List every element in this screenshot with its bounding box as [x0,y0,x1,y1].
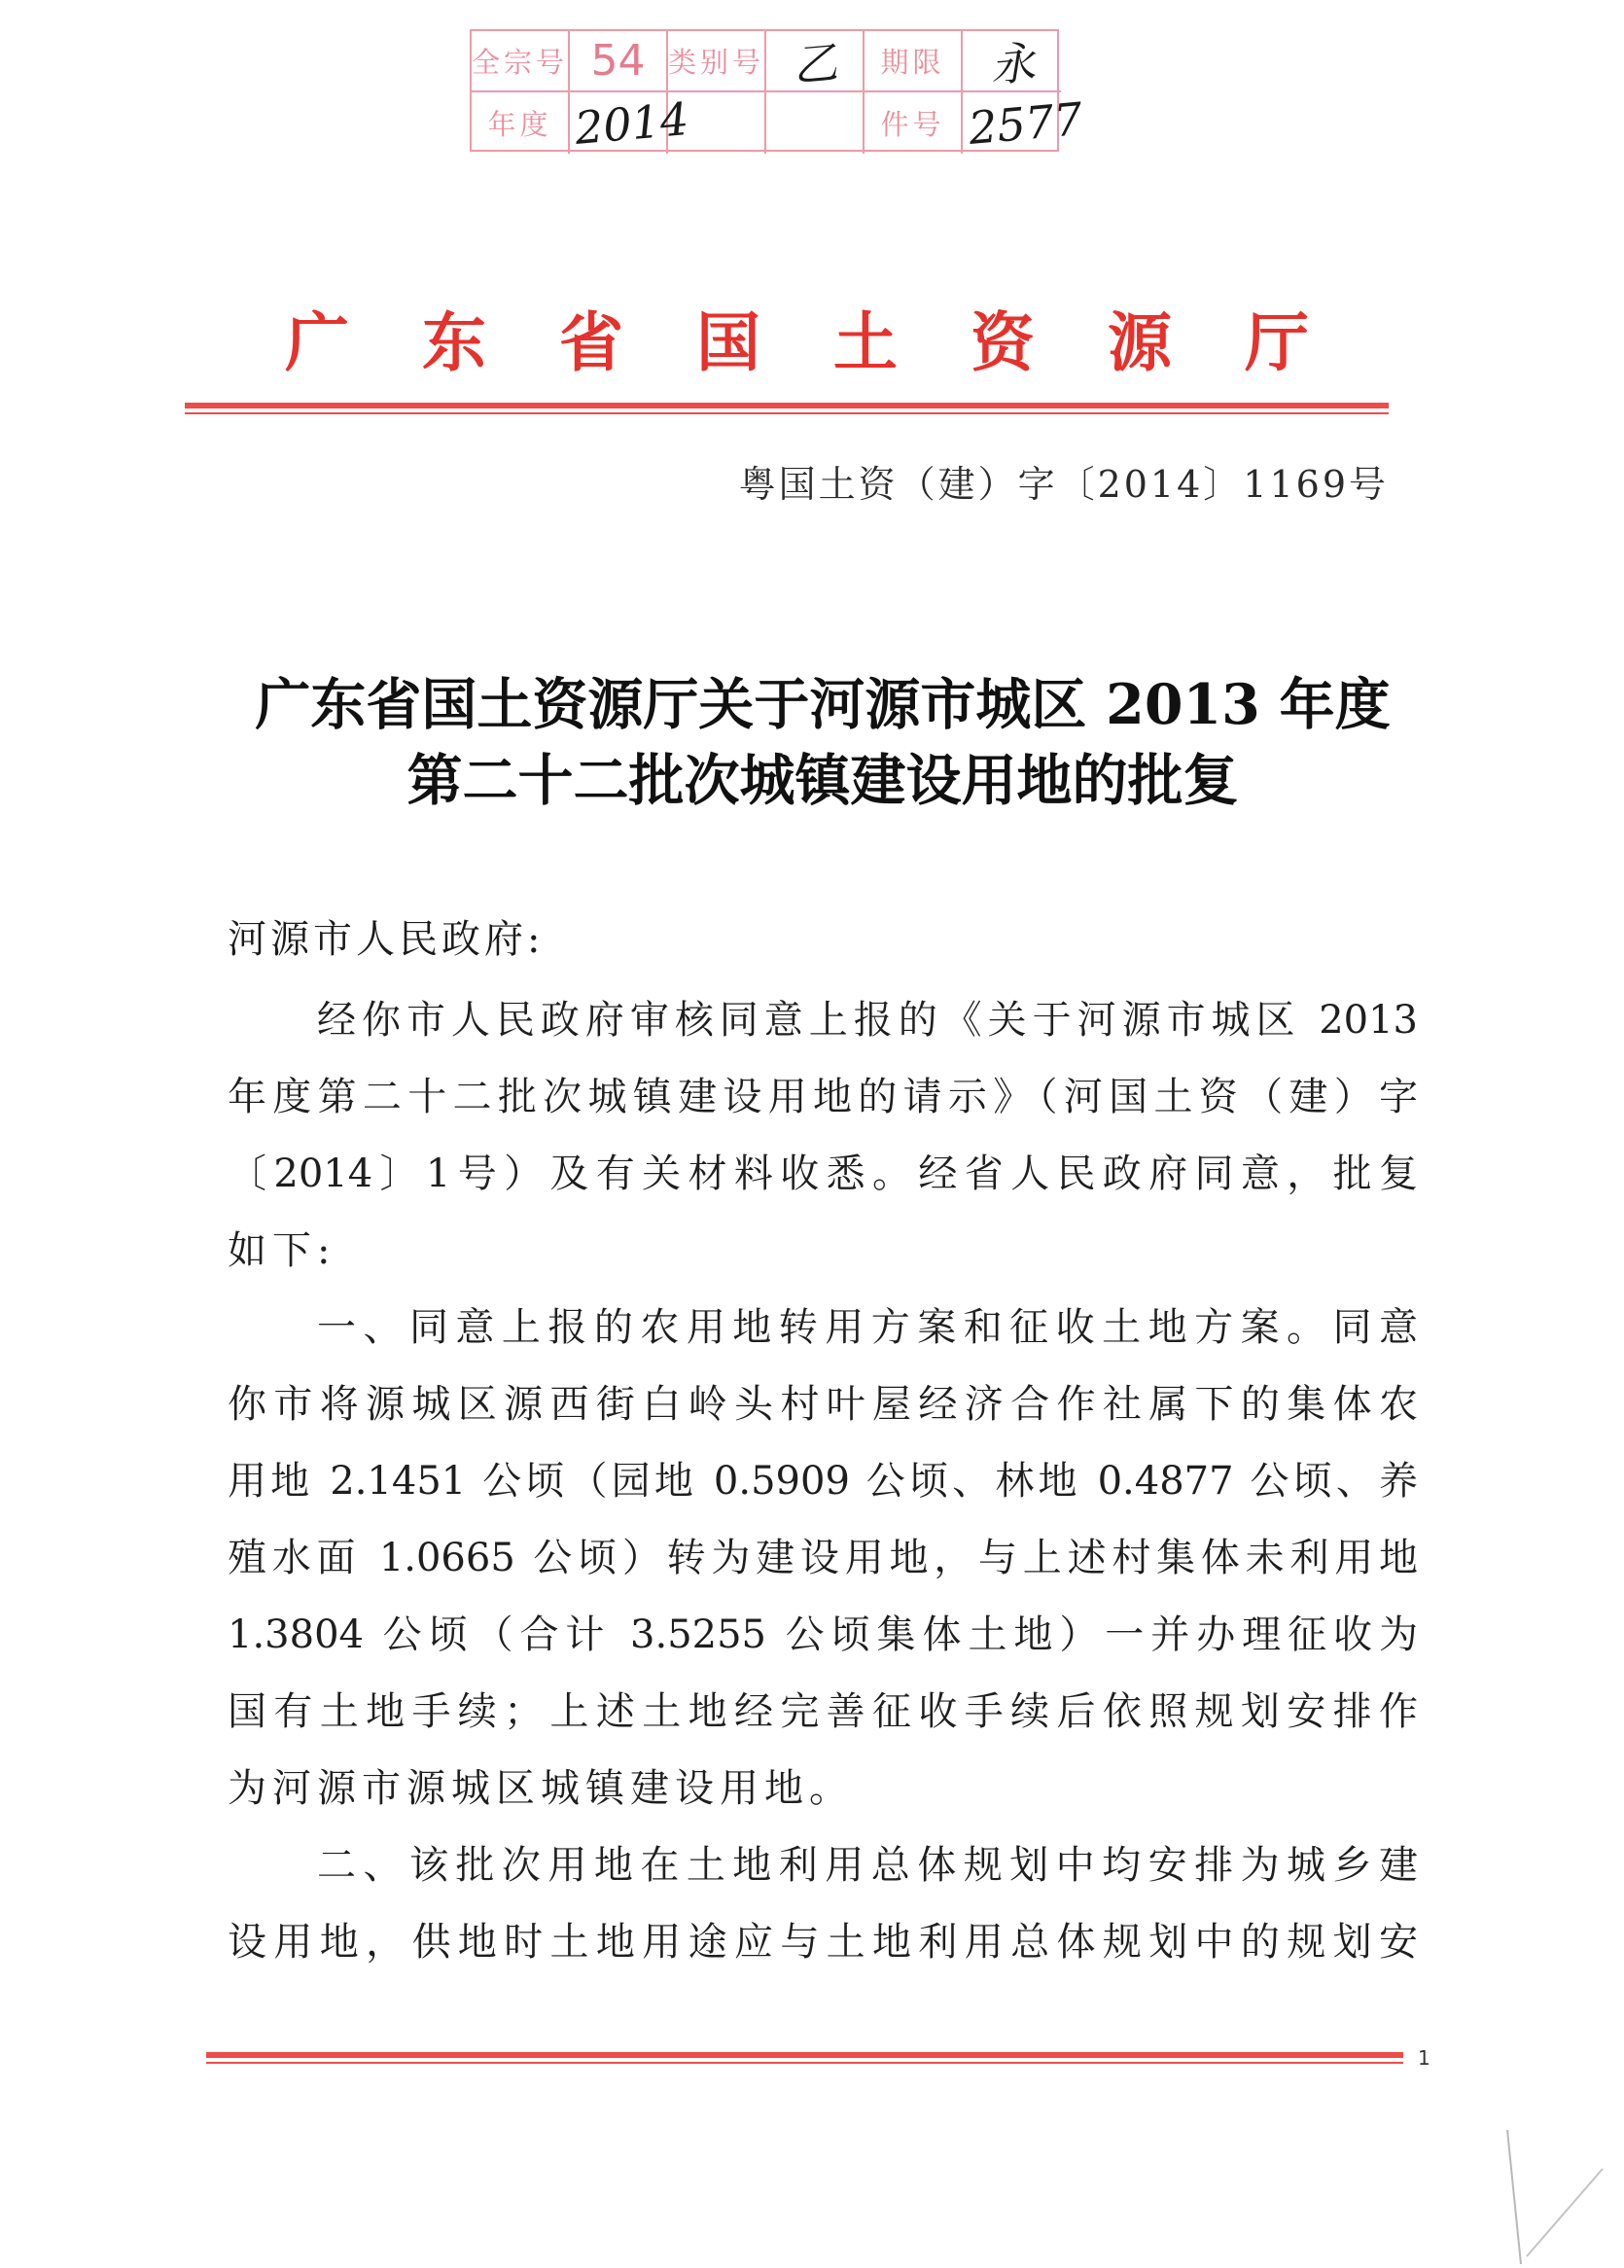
stamp-cell [570,31,668,92]
body-line: 殖水面 1.0665 公顷）转为建设用地，与上述村集体未利用地 [228,1536,1418,1580]
stamp-cell [865,31,963,92]
letterhead-rule-thick [185,403,1389,408]
body-line: 用地 2.1451 公顷（园地 0.5909 公顷、林地 0.4877 公顷、养 [228,1459,1418,1504]
retention-period-handwritten: 永 [987,35,1038,92]
stamp-cell [963,31,1061,92]
body-line: 二、该批次用地在土地利用总体规划中均安排为城乡建 [317,1843,1418,1888]
fonds-number-label: 全宗号 [472,46,569,79]
footer-rule-thin [206,2062,1403,2064]
body-line: 你市将源城区源西街白岭头村叶屋经济合作社属下的集体农 [228,1382,1418,1427]
stamp-cell [766,31,865,92]
title-line: 第二十二批次城镇建设用地的批复 [406,748,1239,813]
page-number: 1 [1418,2046,1430,2070]
letterhead-rule-thin [185,412,1389,414]
category-number-label: 类别号 [668,46,765,79]
stamp-cell [963,91,1085,155]
fonds-number-value: 54 [590,36,646,86]
item-number-handwritten: 2577 [966,91,1085,155]
year-handwritten: 2014 [572,91,691,155]
stamp-empty-cell [766,92,865,154]
body-line: 如下: [228,1228,336,1273]
stamp-empty-cell [668,92,766,154]
addressee: 河源市人民政府: [228,917,545,962]
document-title [249,667,1396,819]
title-line: 广东省国土资源厅关于河源市城区 2013 年度 [255,672,1391,737]
stamp-cell [865,92,963,154]
year-label: 年度 [487,108,552,141]
body-line: 年度第二十二批次城镇建设用地的请示》（河国土资（建）字 [228,1075,1418,1119]
body-text [228,982,1418,1981]
body-line: 国有土地手续；上述土地经完善征收手续后依照规划安排作 [228,1689,1418,1734]
body-line: 设用地，供地时土地用途应与土地利用总体规划中的规划安 [228,1920,1418,1965]
body-line: 一、同意上报的农用地转用方案和征收土地方案。同意 [317,1305,1418,1350]
category-number-handwritten: 乙 [790,35,840,92]
body-line: 经你市人民政府审核同意上报的《关于河源市城区 2013 [317,998,1418,1043]
issuer-letterhead: 广东省国土资源厅 [285,304,1382,380]
body-line: 为河源市源城区城镇建设用地。 [228,1766,854,1811]
stamp-cell [472,31,570,92]
stamp-cell [570,91,691,155]
stamp-cell [472,92,570,154]
body-line: 1.3804 公顷（合计 3.5255 公顷集体土地）一并办理征收为 [228,1612,1418,1657]
footer-rule-thick [206,2052,1403,2058]
body-line: 〔2014〕1号）及有关材料收悉。经省人民政府同意，批复 [228,1152,1418,1196]
stamp-cell [668,31,766,92]
retention-period-label: 期限 [880,46,945,79]
pencil-mark [1488,2130,1605,2266]
archive-stamp [470,29,1085,155]
document-number: 粤国土资（建）字〔2014〕1169号 [738,463,1389,506]
item-number-label: 件号 [880,108,945,141]
